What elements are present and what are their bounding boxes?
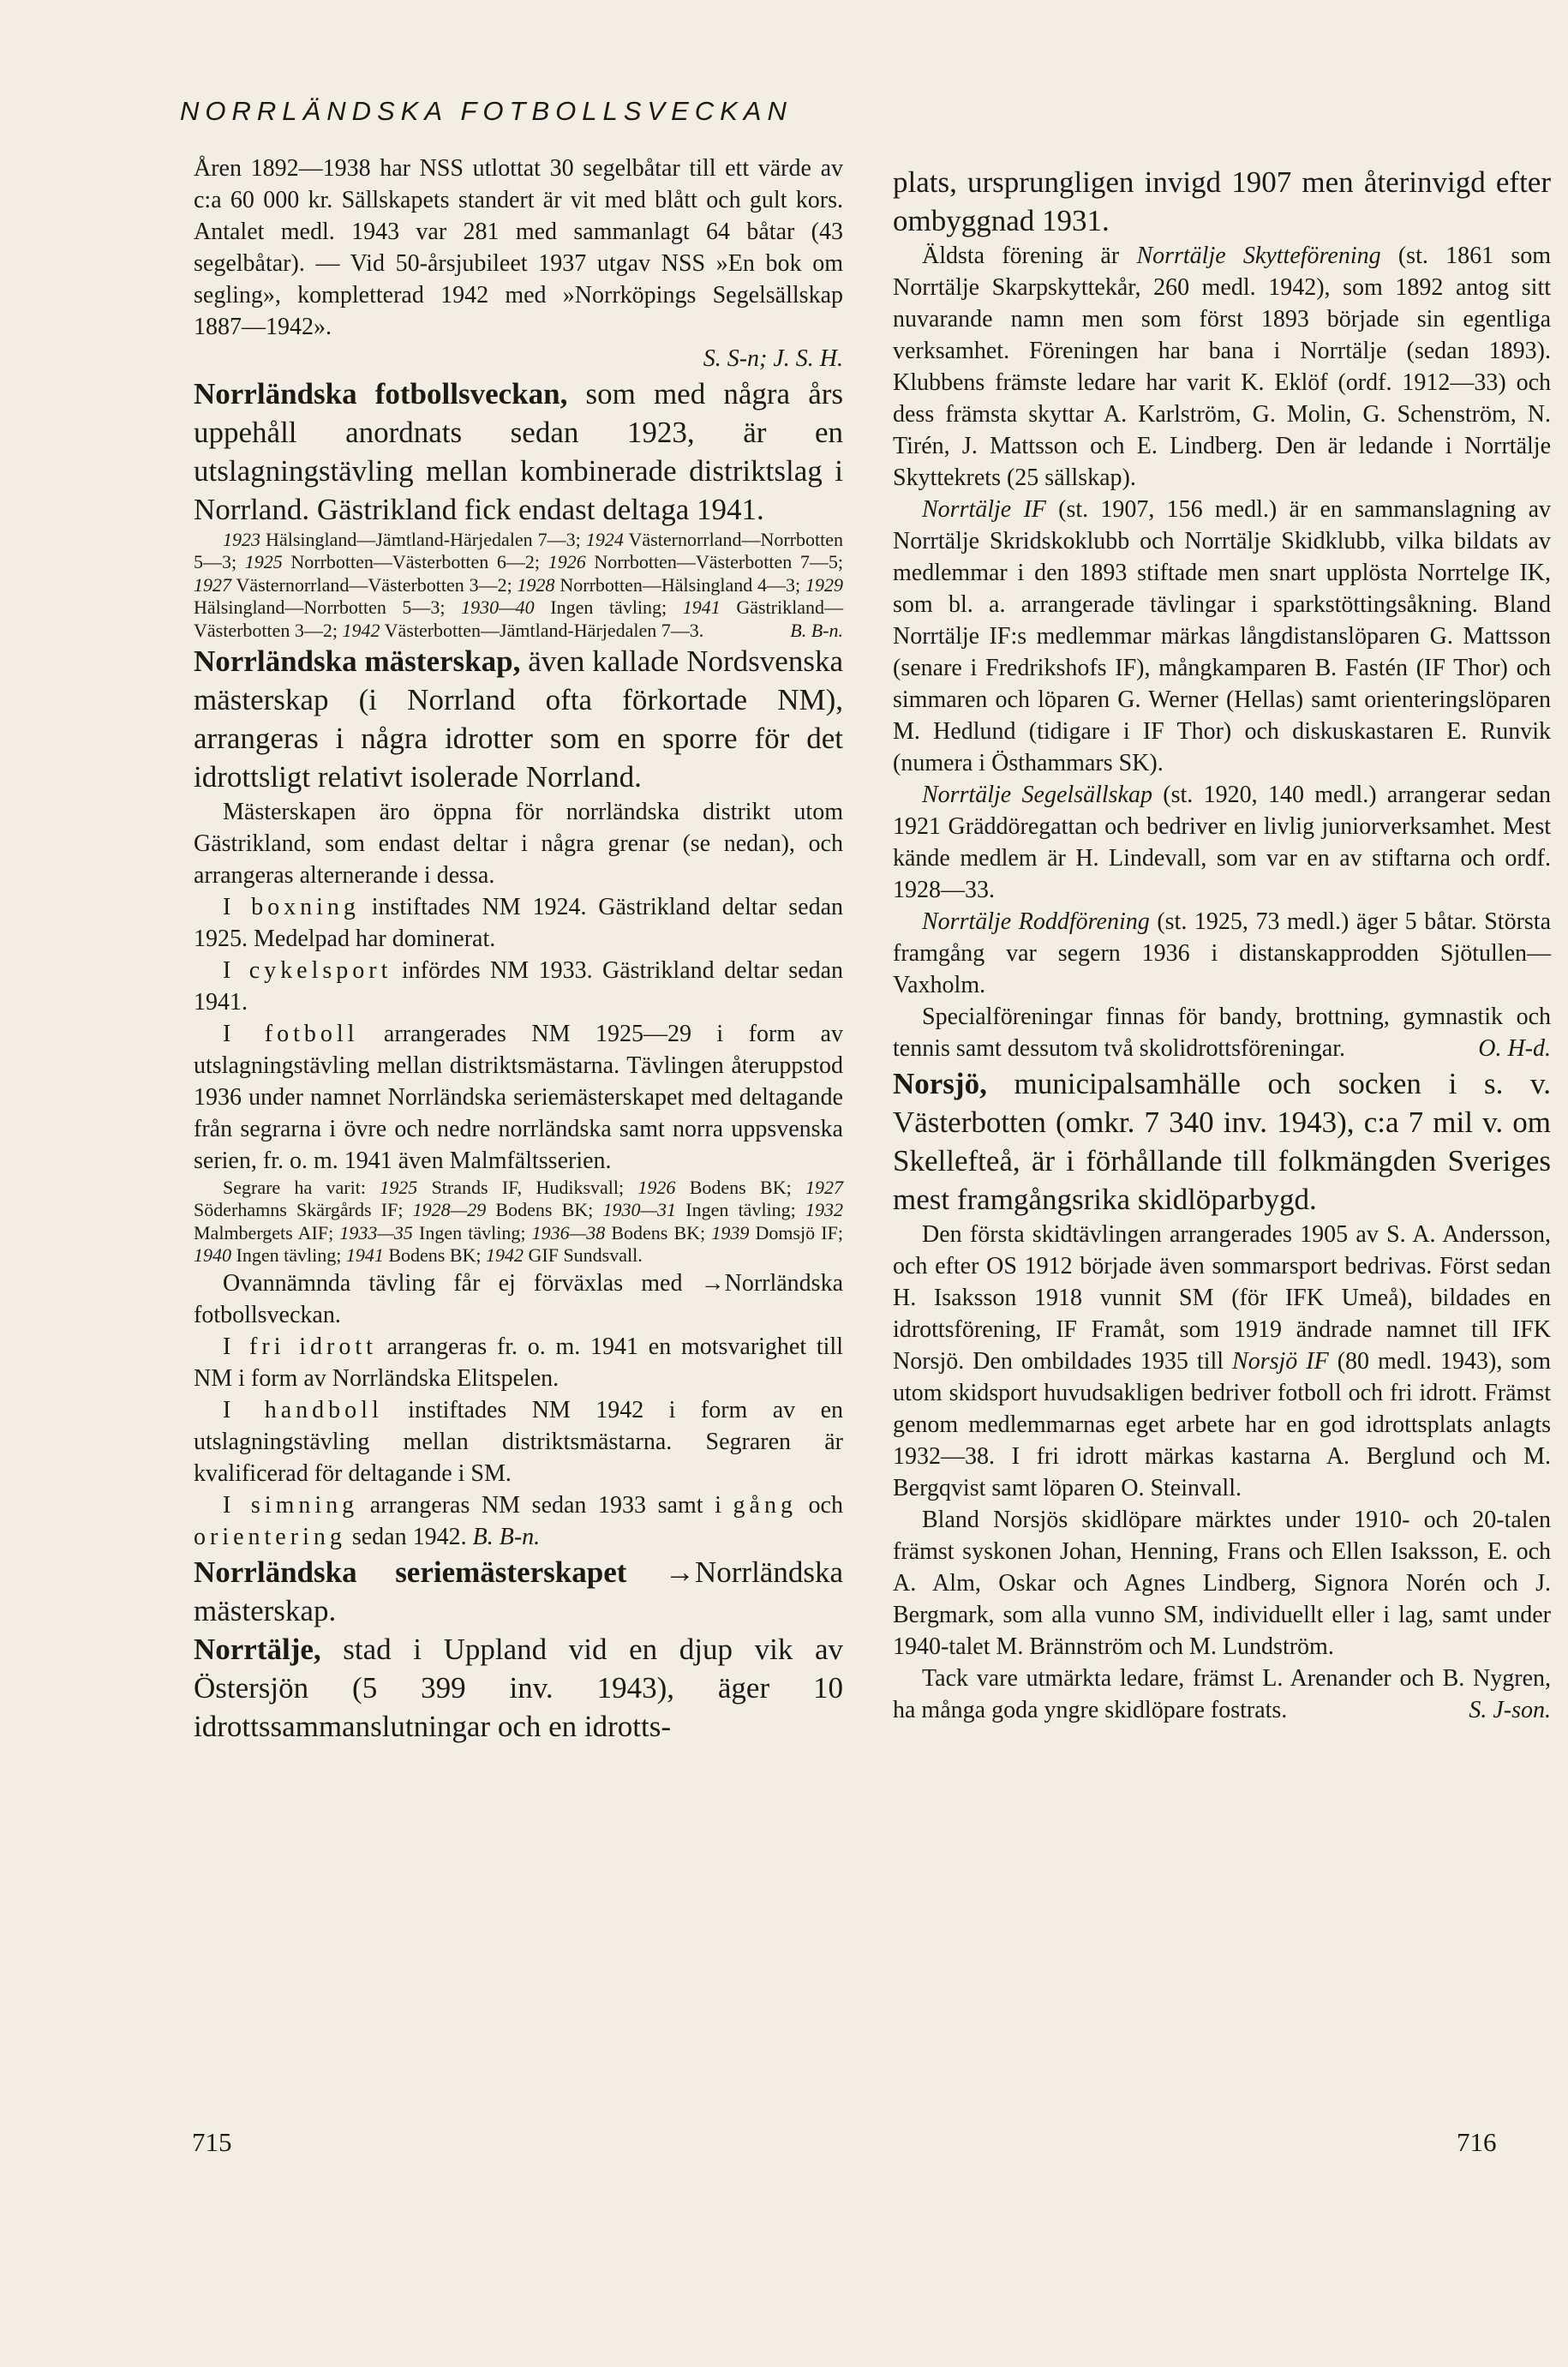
right-column bbox=[893, 163, 1551, 1726]
headword: Norrtälje, bbox=[194, 1632, 321, 1666]
paragraph-fotboll: I fotboll arrangerades NM 1925—29 i form av utslagningstävling mellan distriktsmästarna. Tävlingen återuppstod 1936 under namnet Norrländska seriemästerskapet med deltagande från segrarna i övre och nedre norrländska samt norra uppsvenska serien, fr. o. m. 1941 även Malmfältsserien. bbox=[194, 1021, 843, 1175]
left-column bbox=[194, 153, 843, 1746]
paragraph-norrtalje-if: Norrtälje IF (st. 1907, 156 medl.) är en sammanslagning av Norrtälje Skridskoklubb och Norrtälje Skidklubb, vilka bildats av medlemmar i den 1893 stiftade men snart upplösta Norrtelge IK, som bl. a. arrangerade tävlingar i sparkstöttingsåkning. Bland Norrtälje IF:s medlemmar märkas långdistanslöparen G. Mattsson (senare i Fredrikshofs IF), mångkamparen B. Fastén (IF Thor) och simmaren och löparen G. Werner (Hellas) samt orienteringslöparen M. Hedlund (tidigare i IF Thor) och diskuskastaren E. Runvik (numera i Östhammars SK). bbox=[893, 496, 1551, 776]
page-number-right: 716 bbox=[1457, 2127, 1497, 2157]
paragraph-simning: I simning arrangeras NM sedan 1933 samt i gång och orientering sedan 1942. B. B-n. bbox=[194, 1491, 843, 1550]
results-segrare: Segrare ha varit: 1925 Strands IF, Hudiksvall; 1926 Bodens BK; 1927 Söderhamns Skärgårds IF; 1928—29 Bodens BK; 1930—31 Ingen tävling; 1932 Malmbergets AIF; 1933—35 Ingen tävling; 1936—38 Bodens BK; 1939 Domsjö IF; 1940 Ingen tävling; 1941 Bodens BK; 1942 GIF Sundsvall. bbox=[194, 1177, 843, 1267]
paragraph-specialforeningar: Specialföreningar finnas för bandy, brottning, gymnastik och tennis samt dessutom två skolidrottsföreningar. O. H-d. bbox=[893, 1001, 1551, 1064]
page-number-left: 715 bbox=[192, 2127, 232, 2157]
paragraph-cykelsport: I cykelsport infördes NM 1933. Gästrikland deltar sedan 1941. bbox=[194, 957, 843, 1016]
paragraph-masterskapen: Mästerskapen äro öppna för norrländska distrikt utom Gästrikland, som endast deltar i några grenar (se nedan), och arrangeras alternerande i dessa. bbox=[194, 799, 843, 890]
entry-norrlandska-fotbollsveckan: Norrländska fotbollsveckan, som med några års uppehåll anordnats sedan 1923, är en utslagningstävling mellan kombinerade distriktslag i Norrland. Gästrikland fick endast deltaga 1941. bbox=[194, 377, 844, 526]
paragraph-idrottsplats: plats, ursprungligen invigd 1907 men återinvigd efter ombyggnad 1931. bbox=[893, 165, 1551, 237]
headword: Norsjö, bbox=[893, 1067, 987, 1100]
paragraph-fri-idrott: I fri idrott arrangeras fr. o. m. 1941 en motsvarighet till NM i form av Norrländska Elitspelen. bbox=[194, 1333, 843, 1392]
paragraph-nss: Åren 1892—1938 har NSS utlottat 30 segelbåtar till ett värde av c:a 60 000 kr. Sällskapets standert är vit med blått och gult kors. Antalet medl. 1943 var 281 med sammanlagt 64 båtar (43 segelbåtar). — Vid 50-årsjubileet 1937 utgav NSS »En bok om segling», kompletterad 1942 med »Norrköpings Segelsällskap 1887—1942». S. S-n; J. S. H. bbox=[194, 153, 843, 375]
paragraph-segelsallskap: Norrtälje Segelsällskap (st. 1920, 140 medl.) arrangerar sedan 1921 Gräddöregattan och bedriver en livlig juniorverksamhet. Mest kände medlem är H. Lindevall, som var en av stiftarna och ordf. 1928—33. bbox=[893, 782, 1551, 903]
entry-norrlandska-masterskap: Norrländska mästerskap, även kallade Nordsvenska mästerskap (i Norrland ofta förkortade NM), arrangeras i några idrotter som en sporre för det idrottsligt relativt isolerade Norrland. bbox=[194, 644, 843, 794]
arrow-right-icon: → bbox=[700, 1269, 725, 1297]
paragraph-handboll: I handboll instiftades NM 1942 i form av en utslagningstävling mellan distriktsmästarna. Segraren är kvalificerad för deltagande i SM. bbox=[194, 1396, 843, 1487]
entry-norrlandska-seriemasterskapet: Norrländska seriemästerskapet →Norrländska mästerskap. bbox=[194, 1555, 844, 1627]
entry-norsjo: Norsjö, municipalsamhälle och socken i s. v. Västerbotten (omkr. 7 340 inv. 1943), c:a 7 mil v. om Skellefteå, är i förhållande till folkmängden Sveriges mest framgångsrika skidlöparbygd. bbox=[893, 1067, 1551, 1216]
paragraph-roddforening: Norrtälje Roddförening (st. 1925, 73 medl.) äger 5 båtar. Största framgång var segern 1936 i distanskapprodden Sjötullen—Vaxholm. bbox=[893, 908, 1552, 998]
signature: B. B-n. bbox=[790, 619, 843, 641]
paragraph-cross-reference: Ovannämnda tävling får ej förväxlas med →Norrländska fotbollsveckan. bbox=[194, 1269, 843, 1328]
signature: S. S-n; J. S. H. bbox=[703, 345, 843, 372]
entry-norrtalje: Norrtälje, stad i Uppland vid en djup vik av Östersjön (5 399 inv. 1943), äger 10 idrottssammanslutningar och en idrotts- bbox=[194, 1632, 843, 1743]
paragraph-norsjo-history: Den första skidtävlingen arrangerades 1905 av S. A. Andersson, och efter OS 1912 började även sommarsport bedrivas. Först sedan H. Isaksson 1918 vunnit SM (för IFK Umeå), bildades en idrottsförening, IF Framåt, som 1919 ändrade namnet till IFK Norsjö. Den ombildades 1935 till Norsjö IF (80 medl. 1943), som utom skidsport huvudsakligen bedriver fotboll och fri idrott. Främst genom medlemmarnas eget arbete har en god idrottsplats anlagts 1932—38. I fri idrott märkas kastarna A. Berglund och M. Bergqvist samt löparen O. Steinvall. bbox=[893, 1221, 1551, 1501]
headword: Norrländska mästerskap, bbox=[194, 644, 521, 679]
paragraph-norsjo-skidlopare: Bland Norsjös skidlöpare märktes under 1910- och 20-talen främst syskonen Johan, Henning, Frans och Ellen Isaksson, E. och A. Alm, Oskar och Agnes Lindberg, Signora Norén och J. Bergmark, som alla vunno SM, individuellt eller i lag, samt under 1940-talet M. Brännström och M. Lundström. bbox=[893, 1507, 1551, 1660]
paragraph-skytteforening: Äldsta förening är Norrtälje Skytteförening (st. 1861 som Norrtälje Skarpskyttekår, 260 medl. 1942), som 1892 antog sitt nuvarande namn men som först 1893 började sin egentliga verksamhet. Föreningen har bana i Norrtälje (sedan 1893). Klubbens främste ledare har varit K. Eklöf (ordf. 1912—33) och dess främsta skyttar A. Karlström, G. Molin, G. Schenström, N. Tirén, J. Mattsson och E. Lindberg. Den är ledande i Norrtälje Skyttekrets (25 sällskap). bbox=[893, 243, 1552, 491]
signature: B. B-n. bbox=[472, 1523, 541, 1550]
paragraph-boxning: I boxning instiftades NM 1924. Gästrikland deltar sedan 1925. Medelpad har dominerat. bbox=[194, 894, 843, 953]
headword: Norrländska seriemästerskapet bbox=[194, 1555, 627, 1589]
signature: S. J-son. bbox=[1469, 1697, 1551, 1723]
headword: Norrländska fotbollsveckan, bbox=[194, 377, 568, 410]
paragraph-norsjo-ledare: Tack vare utmärkta ledare, främst L. Arenander och B. Nygren, ha många goda yngre skidlöpare fostrats. S. J-son. bbox=[893, 1663, 1551, 1726]
signature: O. H-d. bbox=[1478, 1035, 1551, 1062]
arrow-right-icon: → bbox=[626, 1555, 695, 1589]
running-head: NORRLÄNDSKA FOTBOLLSVECKAN bbox=[180, 96, 793, 126]
results-fotbollsveckan: 1923 Hälsingland—Jämtland-Härjedalen 7—3; 1924 Västernorrland—Norrbotten 5—3; 1925 Norrbotten—Västerbotten 6—2; 1926 Norrbotten—Västerbotten 7—5; 1927 Västernorrland—Västerbotten 3—2; 1928 Norrbotten—Hälsingland 4—3; 1929 Hälsingland—Norrbotten 5—3; 1930—40 Ingen tävling; 1941 Gästrikland—Västerbotten 3—2; 1942 Västerbotten—Jämtland-Härjedalen 7—3. B. B-n. bbox=[194, 529, 843, 641]
